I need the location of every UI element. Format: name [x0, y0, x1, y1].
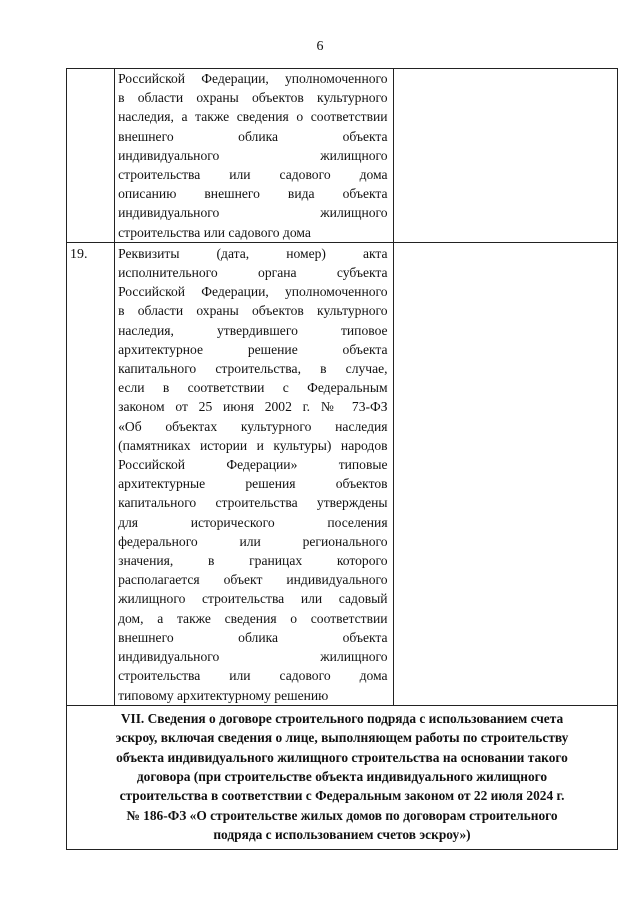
- row-number-cell: 19.: [67, 242, 115, 705]
- section-heading: VII. Сведения о договоре строительного подряда с использованием счета эскроу, включая сведения о лице, выполняющем работы по строительству объекта индивидуального жилищного строительства на основании такого договора (при строительстве объекта индивидуального жилищного строительства в соответствии с Федеральным законом от 22 июля 2024 г. № 186-ФЗ «О строительстве жилых домов по договорам строительного подряда с использованием счетов эскроу»): [115, 710, 569, 843]
- table-row: [67, 69, 618, 243]
- form-table: [66, 68, 618, 850]
- row-value-cell: [393, 69, 617, 243]
- row-label-cell: [115, 242, 394, 705]
- section-heading-cell: [67, 705, 618, 849]
- row-value-cell: [393, 242, 617, 705]
- row-label: Реквизиты (дата, номер) акта исполнительного органа субъекта Российской Федерации, уполномоченного в области охраны объектов культурного наследия, утвердившего типовое архитектурное решение объекта капитального строительства, в случае, если в соответствии с Федеральным законом от 25 июня 2002 г. № 73-ФЗ «Об объектах культурного наследия (памятниках истории и культуры) народов Российской Федерации» типовые архитектурные решения объектов капитального строительства утверждены для исторического поселения федерального или регионального значения, в границах которого располагается объект индивидуального жилищного строительства или садовый дом, а также сведения о соответствии внешнего облика объекта индивидуального жилищного строительства или садового дома типовому архитектурному решению: [118, 245, 388, 703]
- row-label-cell: [115, 69, 394, 243]
- section-row: [67, 705, 618, 849]
- row-number-cell: [67, 69, 115, 243]
- page-number: 6: [316, 39, 324, 54]
- table-row: [67, 242, 618, 705]
- row-label: Российской Федерации, уполномоченного в области охраны объектов культурного наследия, а также сведения о соответствии внешнего облика объекта индивидуального жилищного строительства или садового дома описанию внешнего вида объекта индивидуального жилищного строительства или садового дома: [118, 71, 388, 240]
